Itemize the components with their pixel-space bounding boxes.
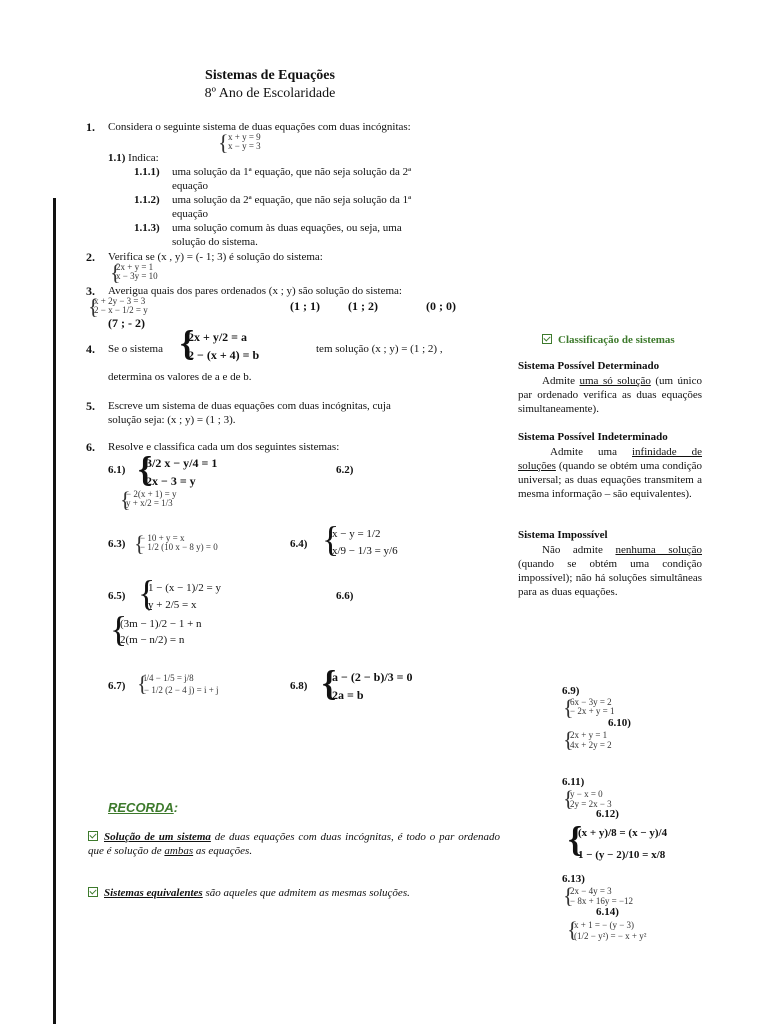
question-5-number: 5. [86, 399, 95, 413]
question-4-line2: determina os valores de a e de b. [108, 371, 252, 383]
system-6-8: { a − (2 − b)/3 = 0 2a = b [322, 663, 413, 703]
question-2-text: Verifica se (x , y) = (- 1; 3) é solução do sistema: [108, 251, 323, 263]
question-6-number: 6. [86, 440, 95, 454]
question-1-text: Considera o seguinte sistema de duas equações com duas incógnitas: [108, 121, 411, 133]
recorda-item-1: Solução de um sistema de duas equações com duas incógnitas, é todo o par ordenado que é solução de ambas as equações. [88, 831, 500, 857]
item-1-1-1-line2: equação [172, 180, 209, 192]
question-4-system: { 2x + y/2 = a 2 − (x + 4) = b [180, 323, 260, 363]
question-4-number: 4. [86, 342, 95, 356]
system-6-7-label: 6.7) [108, 680, 126, 692]
system-6-9: { 6x − 3y = 2 − 2x + y = 1 [563, 695, 615, 720]
system-6-4-label: 6.4) [290, 538, 308, 550]
classification-heading: Classificação de sistemas [542, 333, 675, 346]
question-4-lead: Se o sistema [108, 343, 163, 355]
item-1-1-3-line1: uma solução comum às duas equações, ou seja, uma [172, 222, 402, 234]
pair-2: (1 ; 2) [348, 299, 378, 313]
system-6-9-label: 6.9) [562, 685, 580, 697]
system-6-2: { − 2(x + 1) = y y + x/2 = 1/3 [120, 487, 177, 512]
question-1-system: { x + y = 9 x − y = 3 [218, 130, 261, 155]
check-icon [88, 831, 98, 841]
item-1-1-3-line2: solução do sistema. [172, 236, 258, 248]
question-1-number: 1. [86, 120, 95, 134]
question-3-number: 3. [86, 284, 95, 298]
item-1-1-1-label: 1.1.1) [134, 166, 160, 178]
pair-1: (1 ; 1) [290, 299, 320, 313]
system-6-4: { x − y = 1/2 x/9 − 1/3 = y/6 [322, 519, 398, 559]
item-1-1-2-label: 1.1.2) [134, 194, 160, 206]
system-6-7: { i/4 − 1/5 = j/8 − 1/2 (2 − 4 j) = i + j [137, 671, 219, 696]
system-6-14: { x + 1 = − (y − 3) (1/2 − y²) = − x + y² [567, 917, 647, 942]
question-5-line1: Escreve um sistema de duas equações com duas incógnitas, cuja [108, 400, 391, 412]
question-4-tail: tem solução (x ; y) = (1 ; 2) , [316, 343, 443, 355]
system-6-13-label: 6.13) [562, 873, 585, 885]
si-text: Não admite nenhuma solução (quando se obtém uma condição impossível); não há soluções simultâneas para as duas equações. [518, 544, 702, 598]
pair-3: (0 ; 0) [426, 299, 456, 313]
spd-text: Admite uma só solução (um único par ordenado verifica as duas equações simultaneamente). [518, 375, 702, 415]
system-6-2-label: 6.2) [336, 464, 354, 476]
spd-title: Sistema Possível Determinado [518, 360, 660, 372]
question-2-system: { 2x + y = 1 x − 3y = 10 [110, 260, 158, 285]
margin-rule [53, 198, 56, 1024]
system-6-13: { 2x − 4y = 3 − 8x + 16y = −12 [563, 883, 634, 908]
system-6-1-label: 6.1) [108, 464, 126, 476]
check-icon [542, 334, 552, 344]
item-1-1-3-label: 1.1.3) [134, 222, 160, 234]
question-1-1-text: Indica: [128, 152, 159, 164]
question-1-1-label: 1.1) [108, 152, 126, 164]
page-subtitle: 8º Ano de Escolaridade [204, 86, 336, 101]
recorda-item-2: Sistemas equivalentes são aqueles que admitem as mesmas soluções. [88, 886, 500, 899]
si-title: Sistema Impossível [518, 529, 608, 541]
question-3-system: { x + 2y − 3 = 3 2 − x − 1/2 = y [88, 294, 148, 319]
question-3-text: Averigua quais dos pares ordenados (x ; y) são solução do sistema: [108, 285, 402, 297]
check-icon [88, 887, 98, 897]
question-5-line2: solução seja: (x ; y) = (1 ; 3). [108, 414, 236, 426]
system-6-3: { − 10 + y = x − 1/2 (10 x − 8 y) = 0 [134, 531, 218, 556]
spi-title: Sistema Possível Indeterminado [518, 431, 668, 443]
item-1-1-2-line1: uma solução da 2ª equação, que não seja solução da 1ª [172, 194, 412, 206]
system-6-12-label: 6.12) [596, 808, 619, 820]
system-6-5: { 1 − (x − 1)/2 = y y + 2/5 = x [138, 573, 221, 613]
item-1-1-2-line2: equação [172, 208, 209, 220]
system-6-5-label: 6.5) [108, 590, 126, 602]
system-6-12: { (x + y)/8 = (x − y)/4 1 − (y − 2)/10 = x/8 [568, 819, 668, 861]
system-6-10-label: 6.10) [608, 717, 631, 729]
system-6-14-label: 6.14) [596, 906, 619, 918]
pair-4: (7 ; - 2) [108, 316, 145, 330]
spi-text: Admite uma infinidade de soluções (quando se obtém uma condição universal; as duas equações transmitem a mesma informação – são equivalentes). [518, 446, 703, 500]
system-6-11: { y − x = 0 2y = 2x − 3 [563, 786, 612, 811]
system-6-11-label: 6.11) [562, 776, 585, 788]
question-6-text: Resolve e classifica cada um dos seguintes sistemas: [108, 441, 340, 453]
system-6-10: { 2x + y = 1 4x + 2y = 2 [563, 727, 612, 752]
system-6-1: { 3/2 x − y/4 = 1 2x − 3 = y [138, 449, 218, 489]
system-6-6-label: 6.6) [336, 590, 354, 602]
page-title: Sistemas de Equações [205, 68, 335, 83]
system-6-6: { (3m − 1)/2 − 1 + n 2(m − n/2) = n [110, 609, 202, 649]
system-6-8-label: 6.8) [290, 680, 308, 692]
system-6-3-label: 6.3) [108, 538, 126, 550]
item-1-1-1-line1: uma solução da 1ª equação, que não seja solução da 2ª [172, 166, 412, 178]
question-2-number: 2. [86, 250, 95, 264]
recorda-heading: RECORDA: [108, 800, 179, 815]
